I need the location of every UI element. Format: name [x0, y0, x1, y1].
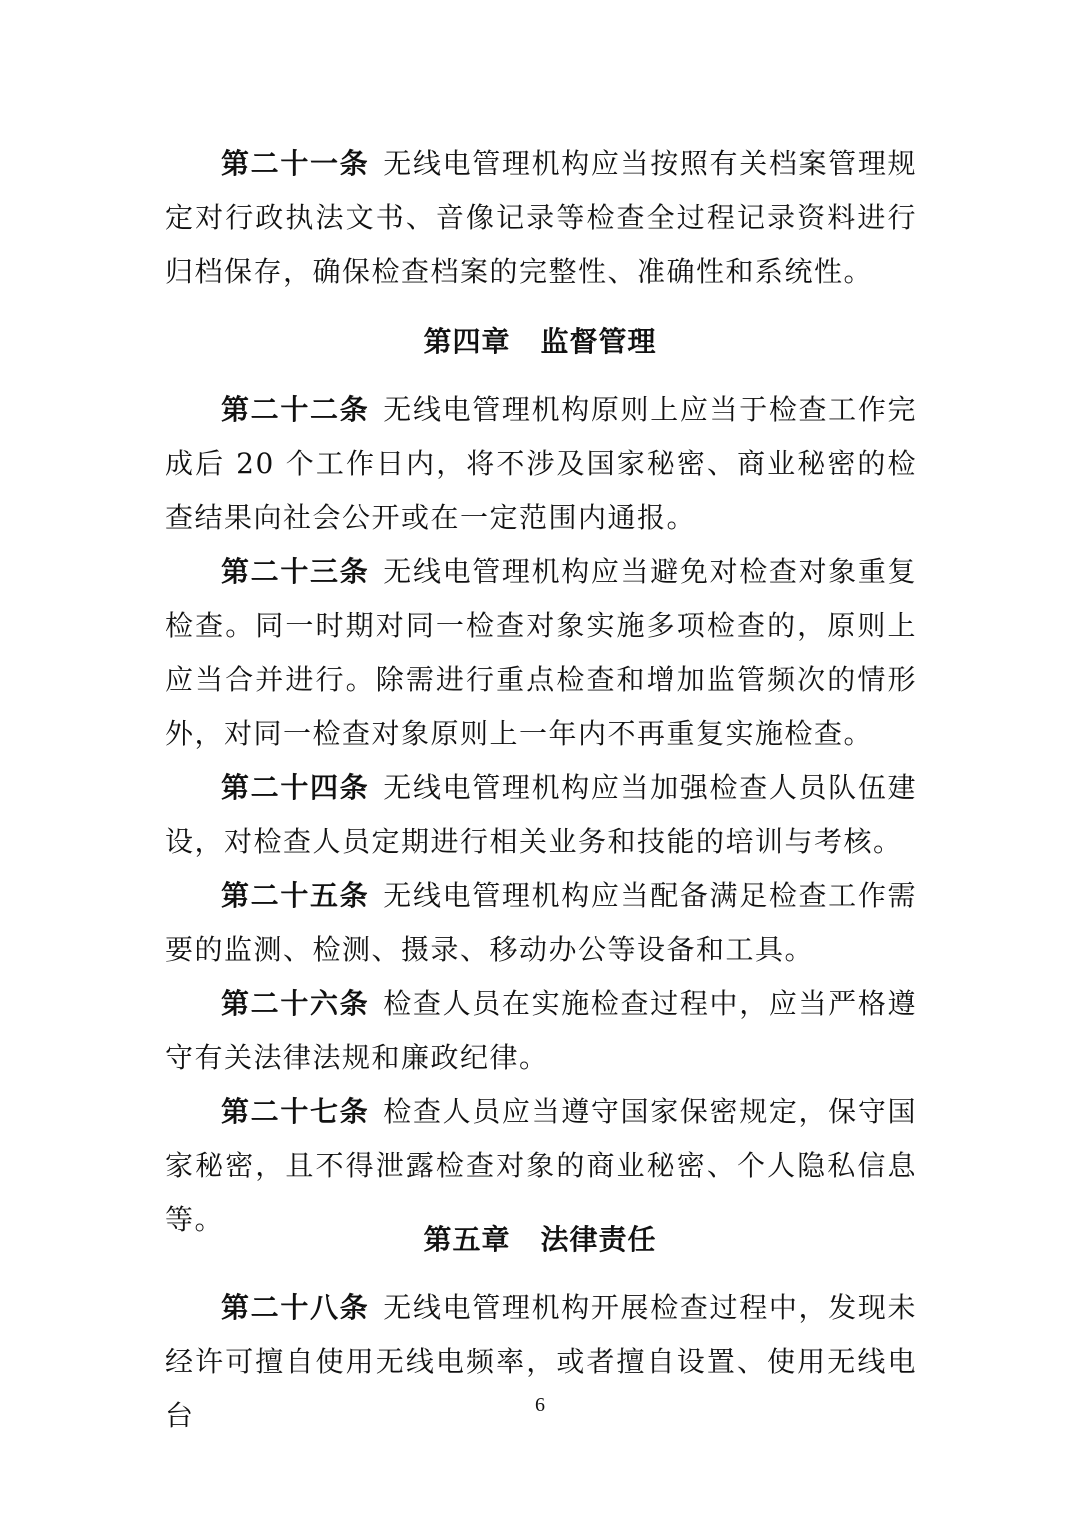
chapter-number: 第五章	[423, 1223, 511, 1256]
chapter-number: 第四章	[423, 325, 511, 358]
article-26	[165, 977, 917, 1085]
article-number: 第二十四条	[221, 771, 370, 804]
article-block-21	[165, 137, 917, 299]
article-body: 无线电管理机构开展检查过程中，发现未经许可擅自使用无线电频率，或者擅自设置、使用无线电台	[165, 1291, 917, 1432]
article-24	[165, 761, 917, 869]
article-22	[165, 383, 917, 545]
article-body: 无线电管理机构应当避免对检查对象重复检查。同一时期对同一检查对象实施多项检查的，原则上应当合并进行。除需进行重点检查和增加监管频次的情形外，对同一检查对象原则上一年内不再重复实施检查。	[165, 555, 917, 750]
article-block-28	[165, 1281, 917, 1443]
page-number: 6	[535, 1394, 545, 1416]
article-number: 第二十二条	[221, 393, 370, 426]
article-block-22-27	[165, 383, 917, 1247]
article-23	[165, 545, 917, 761]
article-number: 第二十一条	[221, 147, 370, 180]
article-body: 无线电管理机构应当按照有关档案管理规定对行政执法文书、音像记录等检查全过程记录资料进行归档保存，确保检查档案的完整性、准确性和系统性。	[165, 147, 917, 288]
chapter-heading-4	[0, 322, 1080, 362]
article-body: 检查人员在实施检查过程中，应当严格遵守有关法律法规和廉政纪律。	[165, 987, 917, 1074]
article-body: 无线电管理机构应当加强检查人员队伍建设，对检查人员定期进行相关业务和技能的培训与考核。	[165, 771, 917, 858]
article-body: 检查人员应当遵守国家保密规定，保守国家秘密，且不得泄露检查对象的商业秘密、个人隐私信息等。	[165, 1095, 917, 1236]
article-body: 无线电管理机构原则上应当于检查工作完成后 20 个工作日内，将不涉及国家秘密、商业秘密的检查结果向社会公开或在一定范围内通报。	[165, 393, 917, 534]
article-number: 第二十五条	[221, 879, 370, 912]
article-21	[165, 137, 917, 299]
article-body: 无线电管理机构应当配备满足检查工作需要的监测、检测、摄录、移动办公等设备和工具。	[165, 879, 917, 966]
article-28	[165, 1281, 917, 1443]
article-number: 第二十六条	[221, 987, 370, 1020]
chapter-title: 法律责任	[540, 1223, 657, 1256]
article-number: 第二十三条	[221, 555, 370, 588]
article-number: 第二十八条	[221, 1291, 370, 1324]
chapter-heading-5	[0, 1220, 1080, 1260]
chapter-title: 监督管理	[540, 325, 657, 358]
article-25	[165, 869, 917, 977]
article-number: 第二十七条	[221, 1095, 370, 1128]
